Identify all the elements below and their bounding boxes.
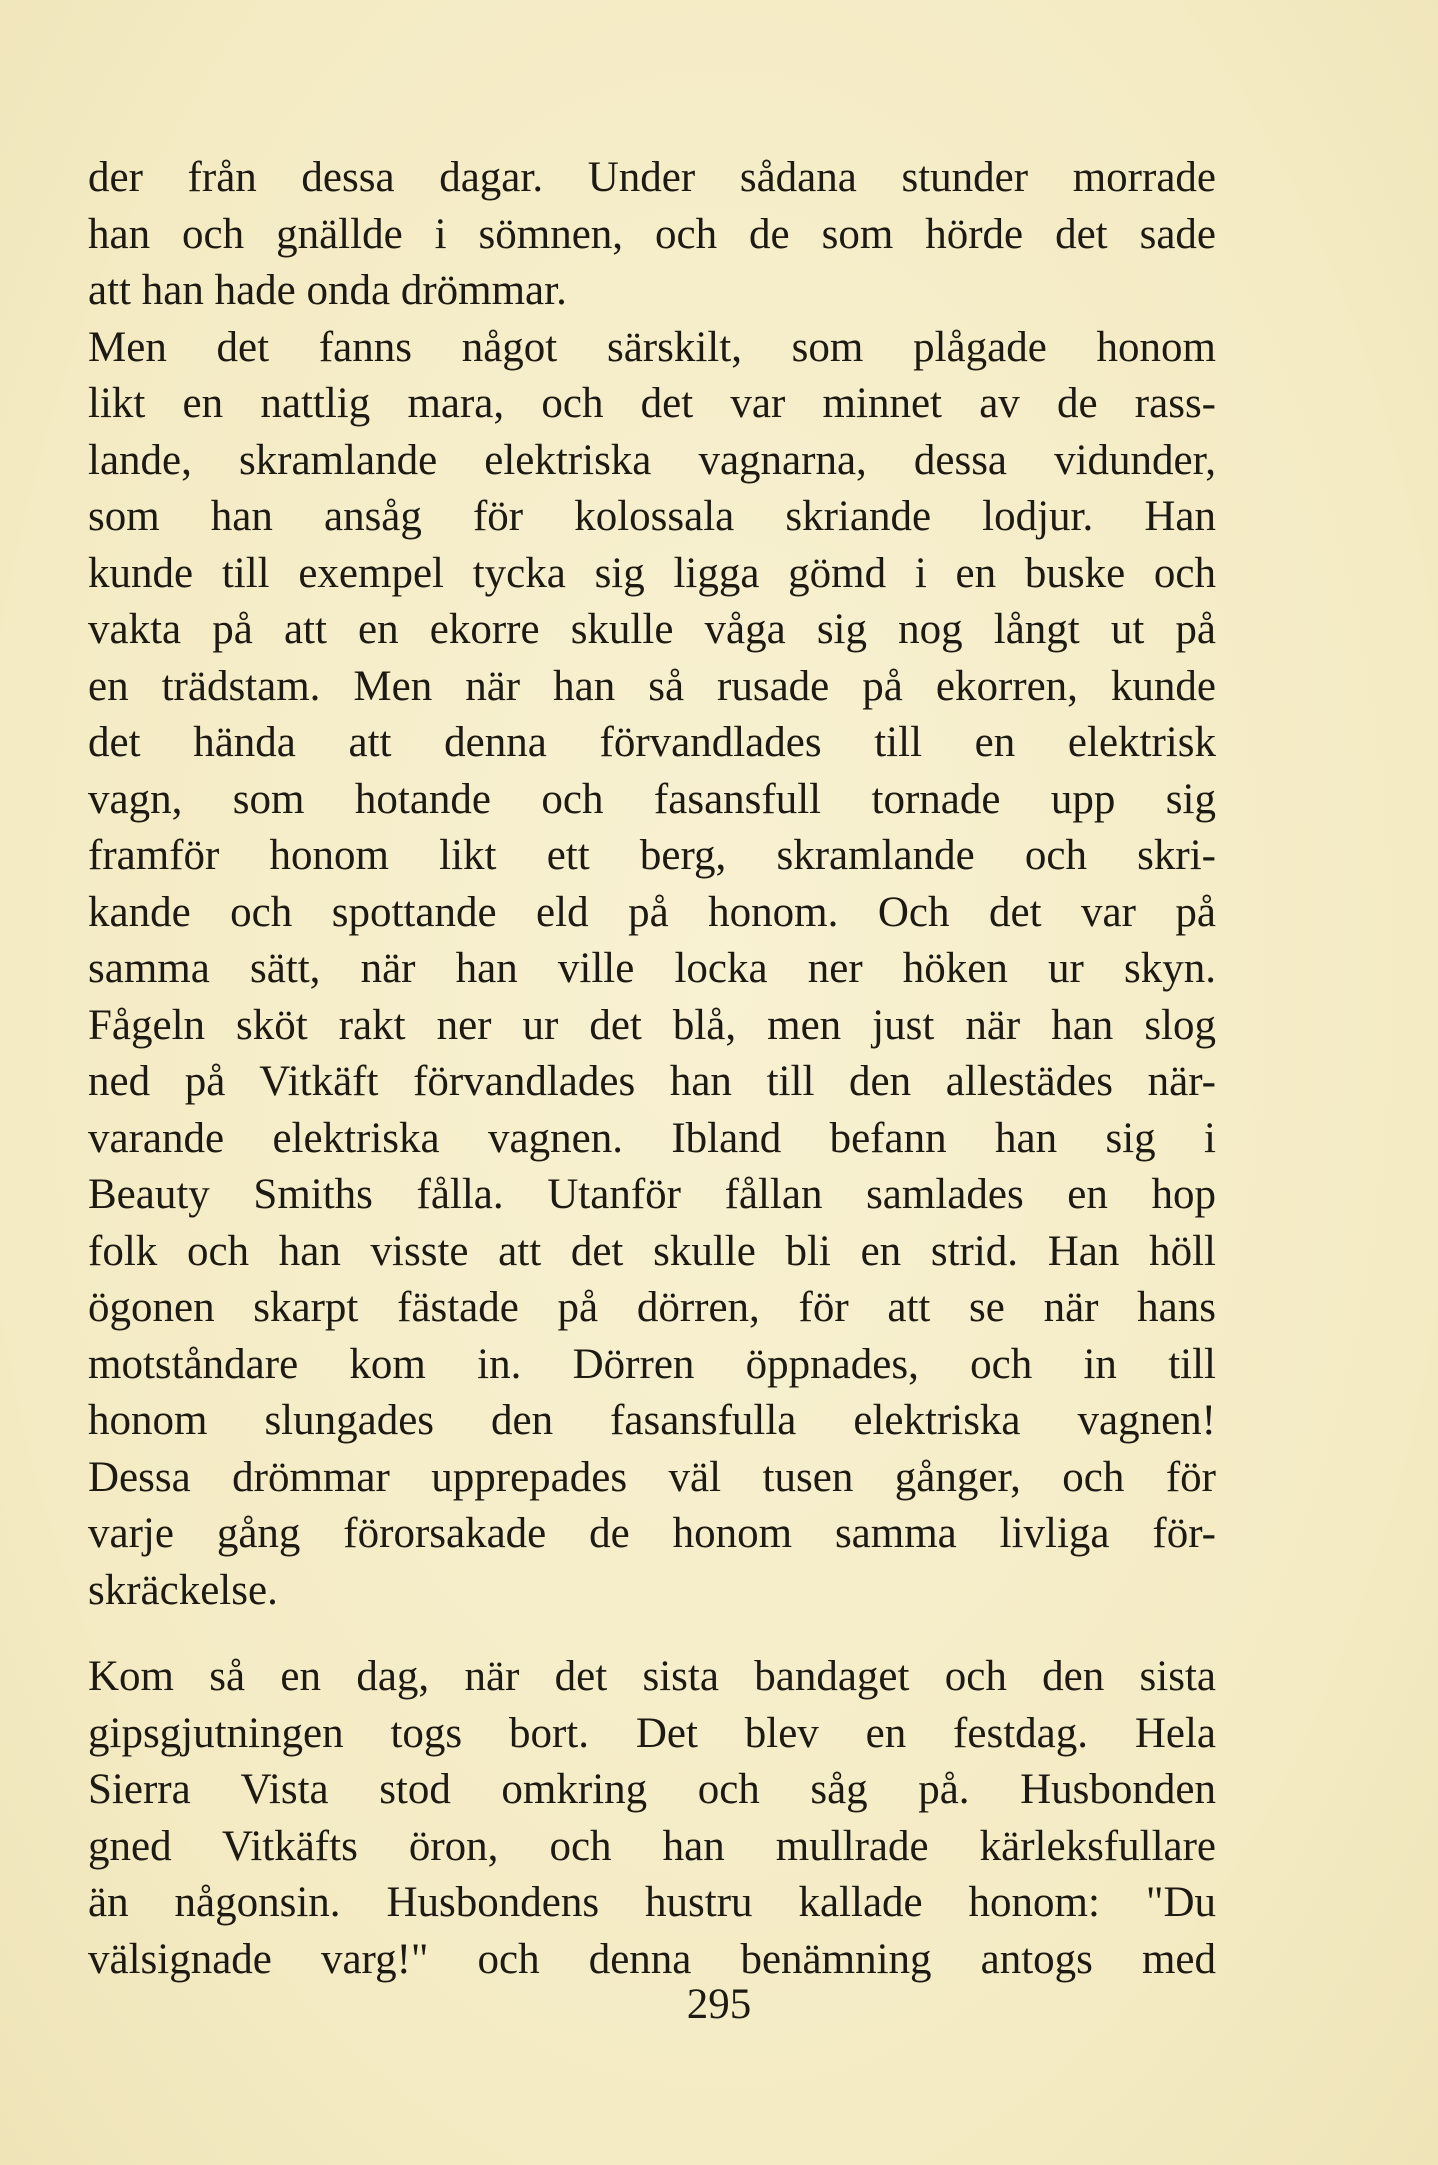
text-line: kunde till exempel tycka sig ligga gömd i en buske och: [88, 549, 1216, 597]
text-line: varje gång förorsakade de honom samma livliga för-: [88, 1510, 1216, 1557]
paragraph-gap: [88, 1619, 1216, 1649]
text-line: motståndare kom in. Dörren öppnades, och in till: [88, 1340, 1216, 1388]
text-line: honom slungades den fasansfulla elektriska vagnen!: [88, 1397, 1216, 1444]
text-line: kande och spottande eld på honom. Och det var på: [88, 888, 1216, 936]
body-text: [88, 150, 1216, 1988]
text-line: vagn, som hotande och fasansfull tornade upp sig: [88, 775, 1216, 823]
text-line: Fågeln sköt rakt ner ur det blå, men just när han slog: [88, 1001, 1216, 1049]
text-line: Sierra Vista stod omkring och såg på. Husbonden: [88, 1766, 1216, 1813]
text-line: framför honom likt ett berg, skramlande och skri-: [88, 832, 1216, 879]
text-line: der från dessa dagar. Under sådana stunder morrade: [88, 154, 1216, 201]
text-line: samma sätt, när han ville locka ner höken ur skyn.: [88, 945, 1216, 992]
text-line: att han hade onda drömmar.: [88, 267, 567, 314]
text-line: varande elektriska vagnen. Ibland befann han sig i: [88, 1114, 1216, 1162]
text-line: välsignade varg!" och denna benämning antogs med: [88, 1935, 1216, 1983]
text-line: ögonen skarpt fästade på dörren, för att se när hans: [88, 1284, 1216, 1331]
text-line: det hända att denna förvandlades till en elektrisk: [88, 719, 1216, 766]
text-line: Men det fanns något särskilt, som plågade honom: [88, 323, 1216, 371]
text-line: Beauty Smiths fålla. Utanför fållan samlades en hop: [88, 1171, 1216, 1218]
text-line: som han ansåg för kolossala skriande lodjur. Han: [88, 493, 1216, 540]
text-line: skräckelse.: [88, 1566, 278, 1614]
text-line: gipsgjutningen togs bort. Det blev en festdag. Hela: [88, 1709, 1216, 1757]
text-line: ned på Vitkäft förvandlades han till den allestädes när-: [88, 1058, 1216, 1105]
text-line: gned Vitkäfts öron, och han mullrade kärleksfullare: [88, 1822, 1216, 1870]
text-line: än någonsin. Husbondens hustru kallade honom: "Du: [88, 1879, 1216, 1926]
text-line: likt en nattlig mara, och det var minnet av de rass-: [88, 380, 1216, 427]
text-line: Kom så en dag, när det sista bandaget och den sista: [88, 1653, 1216, 1700]
text-line: han och gnällde i sömnen, och de som hörde det sade: [88, 210, 1216, 258]
text-line: vakta på att en ekorre skulle våga sig nog långt ut på: [88, 606, 1216, 653]
page-number: 295: [686, 1981, 752, 2028]
text-line: lande, skramlande elektriska vagnarna, dessa vidunder,: [88, 436, 1216, 484]
text-line: folk och han visste att det skulle bli en strid. Han höll: [88, 1227, 1216, 1275]
text-line: en trädstam. Men när han så rusade på ekorren, kunde: [88, 662, 1216, 710]
text-line: Dessa drömmar upprepades väl tusen gånger, och för: [88, 1453, 1216, 1501]
